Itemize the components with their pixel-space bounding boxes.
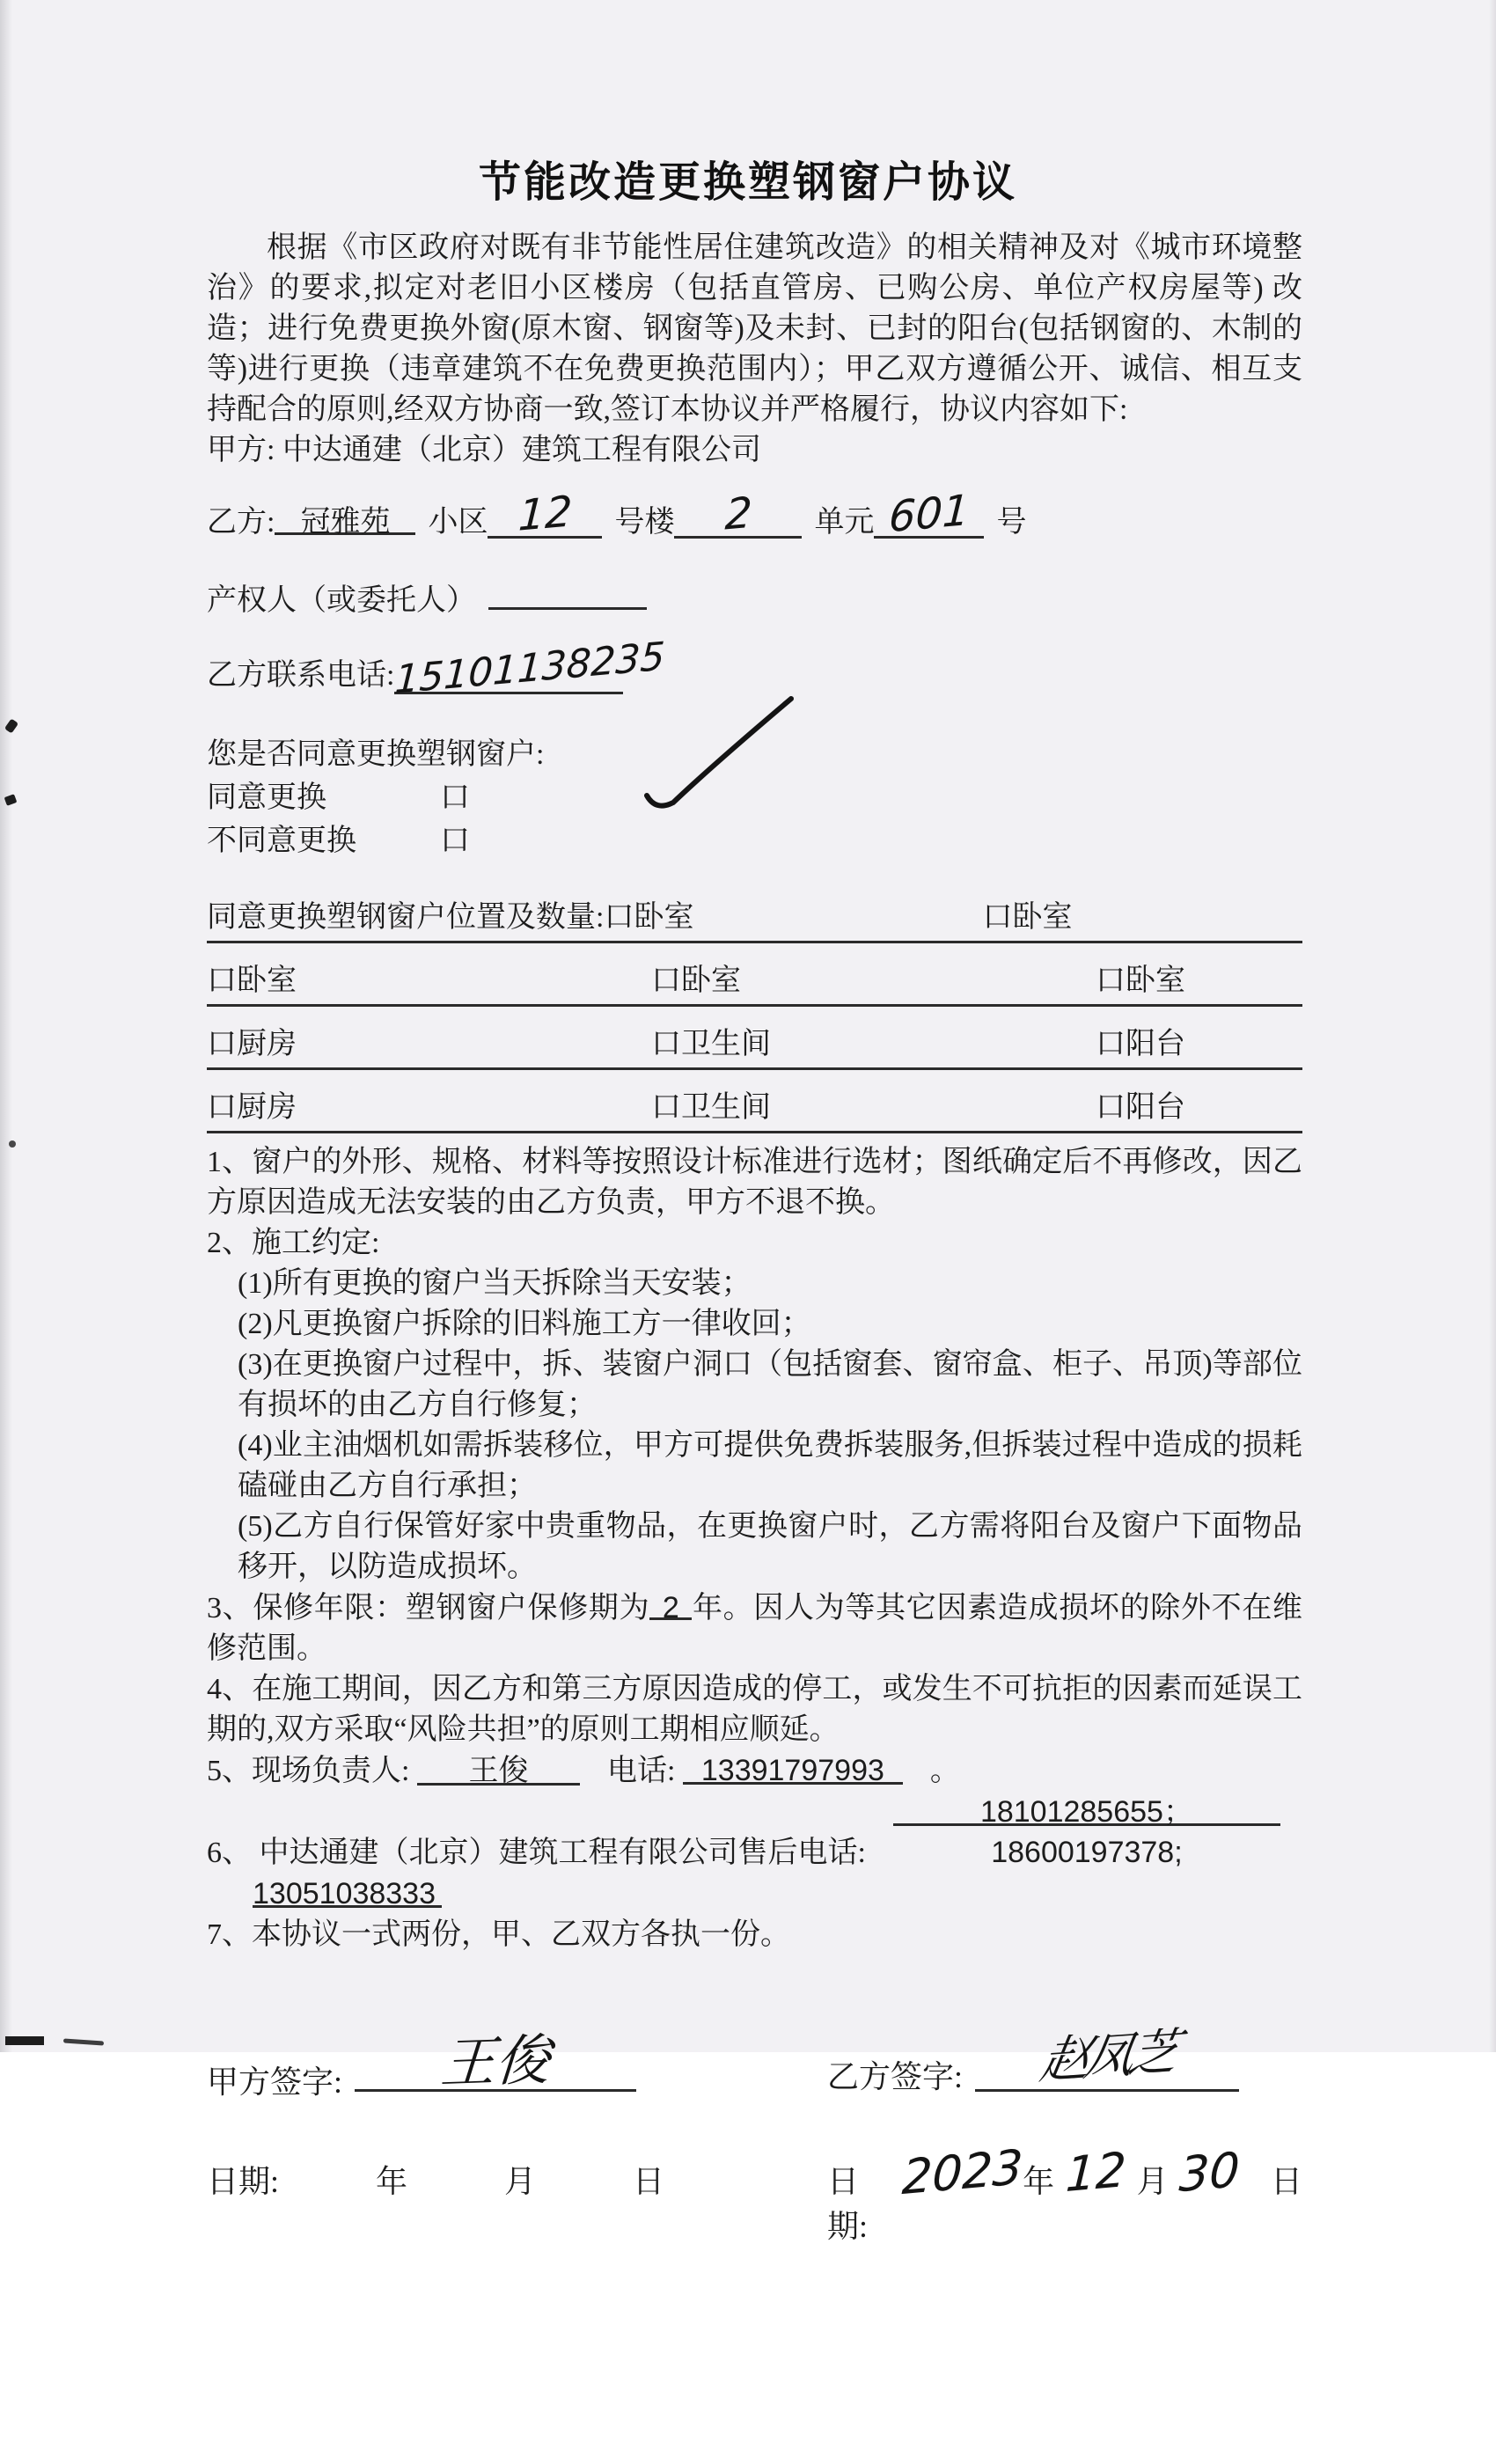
agree-option-label: 同意更换 <box>207 781 326 814</box>
party-a-line: 甲方: 中达通建（北京）建筑工程有限公司 <box>207 434 761 466</box>
location-cell: 口厨房 <box>207 1028 297 1060</box>
clause-1: 1、窗户的外形、规格、材料等按照设计标准进行选材；图纸确定后不再修改，因乙方原因造成无法安装的由乙方负责，甲方不退不换。 <box>207 1146 1302 1219</box>
agree-question-line <box>207 730 1302 773</box>
warranty-years-field: 2 <box>649 1588 692 1620</box>
party-b-line <box>207 485 1302 543</box>
clause-5-period: 。 <box>929 1755 960 1787</box>
phone-value-handwritten: 15101138235 <box>393 634 667 703</box>
party-b-signature-field <box>975 2023 1239 2092</box>
party-a-signature-handwritten: 王俊 <box>438 2027 553 2096</box>
clause-6-line2 <box>207 1874 1302 1915</box>
room-field <box>874 485 984 543</box>
clause-2-1: (1)所有更换的窗户当天拆除当天安装； <box>238 1267 752 1300</box>
date-a-year-char: 年 <box>376 2164 408 2199</box>
agree-checkbox: 口 <box>440 781 470 814</box>
disagree-option-label: 不同意更换 <box>207 825 356 857</box>
building-suffix: 号楼 <box>614 506 675 539</box>
owner-line <box>207 572 1302 619</box>
date-b-month-handwritten: 12 <box>1064 2141 1127 2204</box>
location-table-row-3 <box>207 1070 1302 1133</box>
clause-2: 2、施工约定: <box>207 1227 380 1259</box>
disagree-option-line <box>207 816 1302 859</box>
building-field <box>488 487 602 541</box>
clause-2-4: (4)业主油烟机如需拆装移位，甲方可提供免费拆装服务,但拆装过程中造成的损耗磕碰由乙方自行承担； <box>238 1429 1302 1502</box>
party-b-date-block <box>827 2138 1303 2247</box>
date-b-year-char: 年 <box>1023 2164 1055 2199</box>
room-value-handwritten: 601 <box>887 485 972 543</box>
agree-question: 您是否同意更换塑钢窗户: <box>207 738 545 771</box>
site-manager-phone-field: 13391797993 <box>683 1750 903 1785</box>
owner-field <box>488 572 647 610</box>
location-cell: 口卫生间 <box>651 1091 771 1124</box>
location-cell: 口阳台 <box>1096 1028 1185 1060</box>
owner-label: 产权人（或委托人） <box>207 584 476 617</box>
clause-6-label: 6、 中达通建（北京）建筑工程有限公司售后电话: <box>207 1837 866 1869</box>
clause-2-3: (3)在更换窗户过程中，拆、装窗户洞口（包括窗套、窗帘盒、柜子、吊顶)等部位有损坏的由乙方自行修复； <box>238 1348 1302 1421</box>
location-cell: 口厨房 <box>207 1091 297 1124</box>
clause-5 <box>207 1750 1302 1792</box>
location-cell: 口卧室 <box>651 964 741 997</box>
community-value: 冠雅苑 <box>300 506 391 539</box>
location-cell: 口卧室 <box>1096 964 1185 997</box>
date-row <box>207 2138 1303 2247</box>
location-table-header: 同意更换塑钢窗户位置及数量: <box>207 901 605 934</box>
unit-value-handwritten: 2 <box>723 488 753 540</box>
disagree-checkbox: 口 <box>440 825 470 857</box>
date-b-label: 日期: <box>827 2164 869 2244</box>
clause-3 <box>207 1588 1302 1669</box>
scan-artifact <box>63 2038 104 2045</box>
clause-3-pre: 3、保修年限：塑钢窗户保修期为 <box>207 1592 650 1624</box>
clause-3-post: 年。因人为等其它因素造成损坏的除外不在维修范围。 <box>207 1592 1303 1665</box>
location-table-row-2 <box>207 1007 1302 1070</box>
clause-2-5: (5)乙方自行保管好家中贵重物品，在更换窗户时，乙方需将阳台及窗户下面物品移开，以防造成损坏。 <box>238 1510 1302 1583</box>
date-b-year-handwritten: 2023 <box>900 2138 1024 2206</box>
location-cell: 口阳台 <box>1096 1091 1185 1124</box>
party-b-signature-label: 乙方签字: <box>827 2059 964 2094</box>
clause-7: 7、本协议一式两份，甲、乙双方各执一份。 <box>207 1918 790 1951</box>
location-cell: 口卧室 <box>604 901 694 934</box>
site-manager-field: 王俊 <box>417 1751 580 1786</box>
signature-row <box>207 2023 1302 2102</box>
party-b-signature-handwritten: 赵凤芝 <box>1036 2023 1178 2091</box>
aftersales-phones-field-2: 13051038333 <box>253 1874 442 1908</box>
party-a-signature-field <box>355 2027 636 2096</box>
community-field <box>275 497 415 539</box>
unit-field <box>674 488 802 540</box>
party-a-signature-block <box>207 2027 827 2102</box>
phone-label: 乙方联系电话: <box>207 659 395 692</box>
intro-paragraph: 根据《市区政府对既有非节能性居住建筑改造》的相关精神及对《城市环境整治》的要求,拟定对老旧小区楼房（包括直管房、已购公房、单位产权房屋等) 改造；进行免费更换外窗(原木窗、钢窗等)及未封、已封的阳台(包括钢窗的、木制的等)进行更换（违章建筑不在免费更换范围内）；甲乙双方遵循公开、诚信、相互支持配合的原则,经双方协商一致,签订本协议并严格履行，协议内容如下: <box>207 231 1302 426</box>
phone-field <box>393 634 667 703</box>
phone-line <box>207 634 1302 703</box>
clause-6 <box>207 1792 1302 1874</box>
clause-2-2: (2)凡更换窗户拆除的旧料施工方一律收回； <box>238 1308 811 1340</box>
party-a-signature-label: 甲方签字: <box>207 2064 343 2100</box>
location-quantity-table <box>207 889 1302 1133</box>
location-cell: 口卧室 <box>982 901 1073 934</box>
date-a-label: 日期: <box>207 2164 280 2199</box>
date-a-day-char: 日 <box>633 2164 665 2199</box>
clause-5-label: 5、现场负责人: <box>207 1755 410 1787</box>
location-cell: 口卫生间 <box>651 1028 771 1060</box>
party-a-date-block <box>207 2157 827 2247</box>
date-a-month-char: 月 <box>504 2164 537 2199</box>
party-b-signature-block <box>827 2023 1302 2102</box>
community-suffix: 小区 <box>428 506 488 539</box>
aftersales-phones-field-1: 18101285655；18600197378; <box>893 1792 1280 1826</box>
party-b-label: 乙方: <box>207 506 275 539</box>
unit-suffix: 单元 <box>814 506 875 539</box>
scan-artifact <box>5 2036 44 2045</box>
clause-5-phone-label: 电话: <box>606 1755 676 1787</box>
date-b-day-handwritten: 30 <box>1177 2141 1242 2204</box>
room-suffix: 号 <box>996 506 1027 539</box>
date-b-month-char: 月 <box>1136 2164 1169 2199</box>
date-b-day-char: 日 <box>1271 2164 1303 2199</box>
scan-artifact <box>4 794 18 806</box>
agree-option-line <box>207 773 1302 816</box>
location-table-row-0 <box>207 889 1302 943</box>
building-value-handwritten: 12 <box>517 487 574 541</box>
clause-4: 4、在施工期间，因乙方和第三方原因造成的停工，或发生不可抗拒的因素而延误工期的,双方采取“风险共担”的原则工期相应顺延。 <box>207 1673 1302 1746</box>
scan-artifact <box>9 1140 16 1148</box>
location-table-row-1 <box>207 943 1302 1007</box>
location-cell: 口卧室 <box>207 964 297 997</box>
page-title: 节能改造更换塑钢窗户协议 <box>478 159 1017 206</box>
scan-artifact <box>4 718 18 733</box>
